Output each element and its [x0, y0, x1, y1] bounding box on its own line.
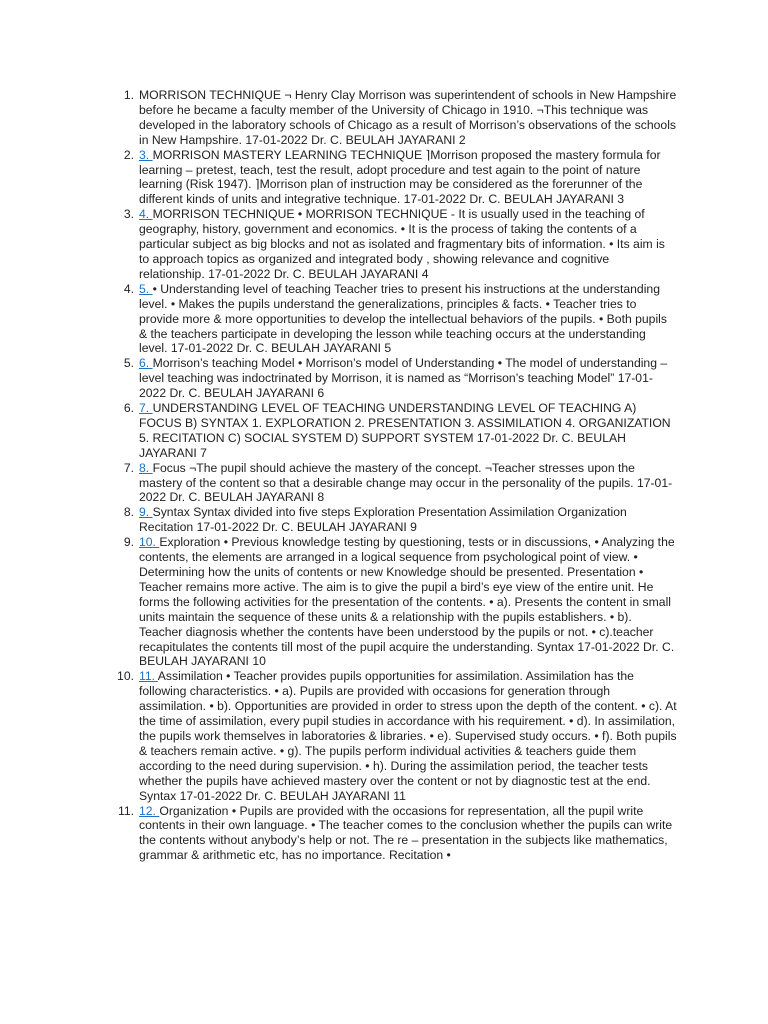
list-item-text [139, 505, 677, 535]
list-item-number: 5. [123, 356, 134, 371]
list-item-content: Organization • Pupils are provided with the occasions for representation, all the pupil write contents in their own language. • The teacher comes to the conclusion whether the pupils can write the contents without anybody’s help or not. The re – presentation in the subjects like mathematics, grammar & arithmetic etc, has no importance. Recitation • [139, 803, 673, 863]
slide-link[interactable]: 4. [139, 207, 153, 222]
list-item-text [139, 401, 677, 461]
list-item-text [139, 88, 677, 148]
slide-link[interactable]: 6. [139, 356, 153, 371]
list-item [112, 535, 677, 669]
list-item-text [139, 282, 677, 357]
list-item-text [139, 535, 677, 669]
list-item [112, 207, 677, 282]
list-item-content: MORRISON TECHNIQUE ¬ Henry Clay Morrison was superintendent of schools in New Hampshire before he became a faculty member of the University of Chicago in 1910. ¬This technique was developed in the laboratory schools of Chicago as a result of Morrison’s observations of the schools in New Hampshire. 17-01-2022 Dr. C. BEULAH JAYARANI 2 [139, 88, 677, 147]
list-item-number: 9. [123, 535, 134, 550]
list-item-number: 10. [117, 669, 134, 684]
slide-link[interactable]: 8. [139, 460, 153, 475]
list-item [112, 88, 677, 148]
list-item-number: 6. [123, 401, 134, 416]
list-item [112, 804, 677, 864]
list-item-content: Syntax Syntax divided into five steps Exploration Presentation Assimilation Organization Recitation 17-01-2022 Dr. C. BEULAH JAYARANI 9 [139, 505, 627, 535]
list-item-content: Focus ¬The pupil should achieve the mastery of the concept. ¬Teacher stresses upon the mastery of the content so that a desirable change may occur in the personality of the pupils. 17-01-2022 Dr. C. BEULAH JAYARANI 8 [139, 460, 673, 505]
slide-link[interactable]: 11. [139, 669, 158, 684]
slide-text-list [112, 88, 677, 863]
list-item-text [139, 804, 677, 864]
list-item-text [139, 356, 677, 401]
list-item [112, 505, 677, 535]
list-item-content: Exploration • Previous knowledge testing by questioning, tests or in discussions, • Analyzing the contents, the elements are arranged in a logical sequence from psychological point of view. • Determining how the units of contents or new Knowledge should be presented. Presentation • Teacher remains more active. The aim is to give the pupil a bird’s eye view of the entire unit. He forms the following activities for the presentation of the contents. • a). Presents the content in small units maintain the sequence of these units & a relationship with the pupils establishers. • b). Teacher diagnosis whether the contents have been understood by the pupils or not. • c).teacher recapitulates the contents till most of the pupil acquire the understanding. Syntax 17-01-2022 Dr. C. BEULAH JAYARANI 10 [139, 535, 675, 669]
list-item-number: 8. [123, 505, 134, 520]
list-item-number: 3. [123, 207, 134, 222]
slide-link[interactable]: 7. [139, 401, 153, 416]
list-item [112, 669, 677, 803]
list-item-text [139, 461, 677, 506]
list-item [112, 148, 677, 208]
list-item-content: MORRISON MASTERY LEARNING TECHNIQUE ⌉Morrison proposed the mastery formula for learning – pretest, teach, test the result, adopt procedure and test again to the point of nature learning (Risk 1947). ⌉Morrison plan of instruction may be considered as the forerunner of the different kinds of units and integrative technique. 17-01-2022 Dr. C. BEULAH JAYARANI 3 [139, 147, 661, 207]
list-item [112, 356, 677, 401]
list-item-number: 4. [123, 281, 134, 296]
list-item-number: 2. [123, 147, 134, 162]
list-item-text [139, 207, 677, 282]
slide-link[interactable]: 5. [139, 281, 153, 296]
slide-link[interactable]: 10. [139, 535, 160, 550]
list-item-content: • Understanding level of teaching Teacher tries to present his instructions at the understanding level. • Makes the pupils understand the generalizations, principles & facts. • Teacher tries to provide more & more opportunities to develop the intellectual behaviors of the pupils. • Both pupils & the teachers participate in developing the lesson while teaching occurs at the understanding level. 17-01-2022 Dr. C. BEULAH JAYARANI 5 [139, 281, 667, 356]
list-item-content: Assimilation • Teacher provides pupils opportunities for assimilation. Assimilation has the following characteristics. • a). Pupils are provided with occasions for generation through assimilation. • b). Opportunities are provided in order to stress upon the depth of the content. • c). At the time of assimilation, every pupil studies in accordance with his requirement. • d). In assimilation, the pupils work themselves in laboratories & libraries. • e). Supervised study occurs. • f). Both pupils & teachers remain active. • g). The pupils perform individual activities & teachers guide them according to the need during supervision. • h). During the assimilation period, the teacher tests whether the pupils have achieved mastery over the content or not by diagnostic test at the end. Syntax 17-01-2022 Dr. C. BEULAH JAYARANI 11 [139, 669, 677, 803]
list-item-content: UNDERSTANDING LEVEL OF TEACHING UNDERSTANDING LEVEL OF TEACHING A) FOCUS B) SYNTAX 1. EXPLORATION 2. PRESENTATION 3. ASSIMILATION 4. ORGANIZATION 5. RECITATION C) SOCIAL SYSTEM D) SUPPORT SYSTEM 17-01-2022 Dr. C. BEULAH JAYARANI 7 [139, 401, 671, 460]
list-item-number: 7. [123, 460, 134, 475]
list-item-text [139, 148, 677, 208]
slide-link[interactable]: 12. [139, 803, 160, 818]
list-item [112, 461, 677, 506]
list-item-number: 11. [117, 803, 134, 818]
slide-link[interactable]: 3. [139, 147, 153, 162]
list-item-content: MORRISON TECHNIQUE • MORRISON TECHNIQUE - It is usually used in the teaching of geography, history, government and economics. • It is the process of taking the contents of a particular subject as big blocks and not as isolated and fragmentary bits of information. • Its aim is to approach topics as organized and integrated body , showing relevance and cognitive relationship. 17-01-2022 Dr. C. BEULAH JAYARANI 4 [139, 207, 665, 281]
list-item-content: Morrison’s teaching Model • Morrison’s model of Understanding • The model of understanding – level teaching was indoctrinated by Morrison, it is named as “Morrison’s teaching Model” 17-01-2022 Dr. C. BEULAH JAYARANI 6 [139, 356, 668, 401]
slide-link[interactable]: 9. [139, 505, 153, 520]
list-item-number: 1. [123, 88, 134, 102]
list-item-text [139, 669, 677, 803]
list-item [112, 401, 677, 461]
list-item [112, 282, 677, 357]
